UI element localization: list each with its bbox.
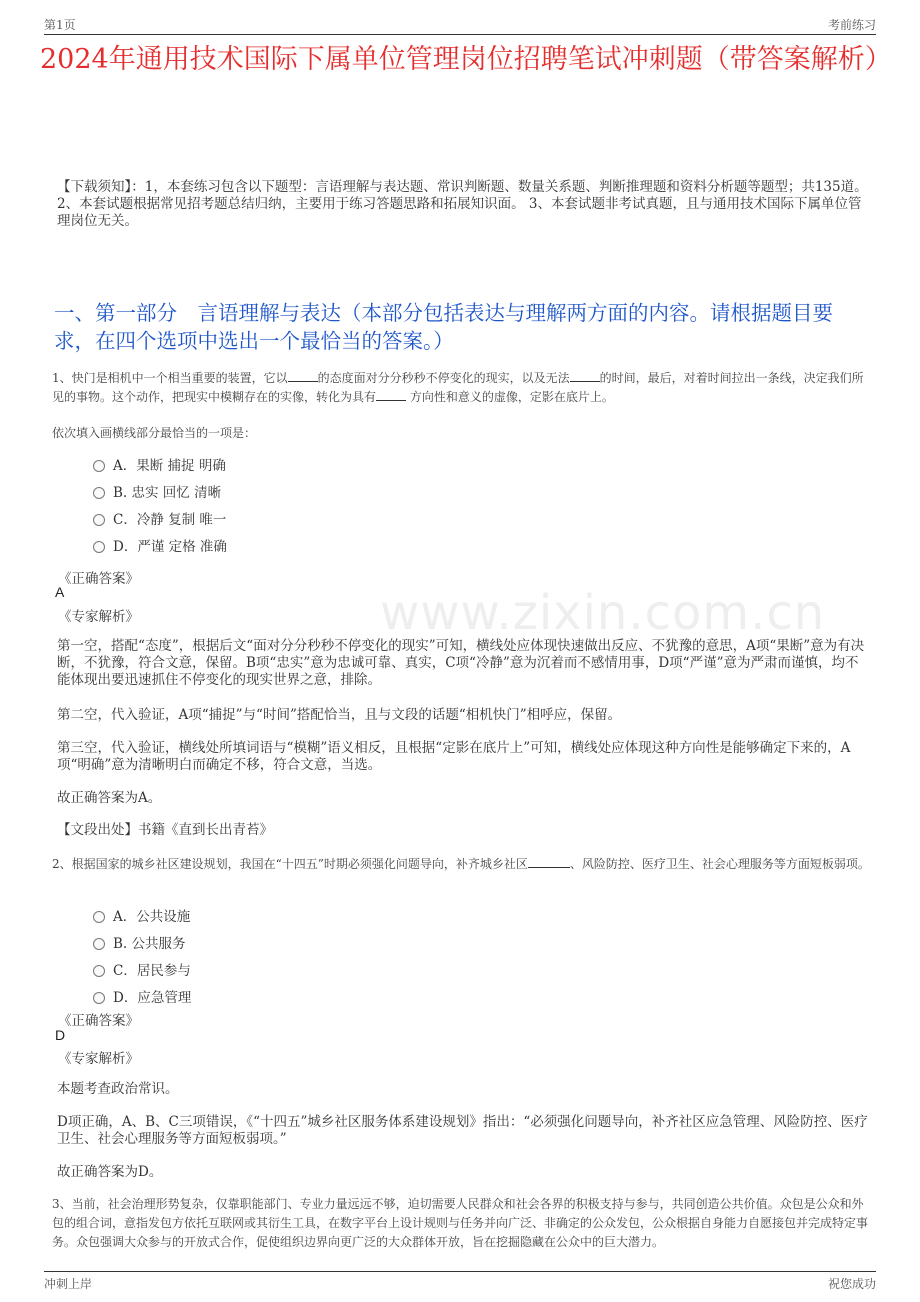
radio-icon[interactable] <box>93 460 105 472</box>
q2-analysis-2: D项正确，A、B、C三项错误，《“十四五”城乡社区服务体系建设规划》指出：“必须强化问题导向，补齐社区应急管理、风险防控、医疗卫生、社会心理服务等方面短板弱项。” <box>57 1114 868 1147</box>
q1-analysis-3: 第三空，代入验证，横线处所填词语与“模糊”语义相反，且根据“定影在底片上”可知，横线处应体现这种方向性是能够确定下来的，A项“明确”意为清晰明白而确定不移，符合文意，当选。 <box>57 740 851 773</box>
q2-text-2: 、风险防控、医疗卫生、社会心理服务等方面短板弱项。 <box>569 857 870 871</box>
option-label: C．居民参与 <box>113 963 191 979</box>
q2-analysis-label: 《专家解析》 <box>58 1051 139 1067</box>
footer-right: 祝您成功 <box>827 1277 876 1291</box>
q1-analysis-label: 《专家解析》 <box>58 609 139 625</box>
q2-answer-label: 《正确答案》 <box>58 1013 139 1029</box>
radio-icon[interactable] <box>93 487 105 499</box>
question-1-stem <box>52 369 872 407</box>
radio-icon[interactable] <box>93 911 105 923</box>
q2-option-d[interactable] <box>93 989 191 1007</box>
blank-4 <box>528 867 570 868</box>
option-label: C．冷静 复制 唯一 <box>113 512 227 528</box>
footer-left: 冲刺上岸 <box>44 1277 93 1291</box>
header-tag: 考前练习 <box>827 18 876 32</box>
q1-source: 【文段出处】书籍《直到长出青苔》 <box>57 822 273 838</box>
option-label: A．果断 捕捉 明确 <box>113 458 226 474</box>
question-2-stem <box>52 855 872 874</box>
q1-text-2: 的态度面对分分秒秒不停变化的现实，以及无法 <box>317 371 570 385</box>
q1-answer-label: 《正确答案》 <box>58 571 139 587</box>
q2-analysis-3: 故正确答案为D。 <box>57 1164 163 1180</box>
q1-text-1: 1、快门是相机中一个相当重要的装置，它以 <box>52 371 288 385</box>
option-label: B. 忠实 回忆 清晰 <box>113 485 222 501</box>
download-notice: 【下载须知】：1，本套练习包含以下题型：言语理解与表达题、常识判断题、数量关系题、判断推理题和资料分析题等题型；共135道。 2、本套试题根据常见招考题总结归纳，主要用于练习答题思路和拓展知识面。 3、本套试题非考试真题，且与通用技术国际下属单位管理岗位无关。 <box>57 179 868 229</box>
q1-analysis-2: 第二空，代入验证，A项“捕捉”与“时间”搭配恰当，且与文段的话题“相机快门”相呼应，保留。 <box>57 707 622 723</box>
section-heading: 一、第一部分 言语理解与表达（本部分包括表达与理解两方面的内容。请根据题目要求，在四个选项中选出一个最恰当的答案。） <box>54 301 833 353</box>
radio-icon[interactable] <box>93 541 105 553</box>
watermark: www.zixin.com.cn <box>380 585 826 641</box>
q1-option-d[interactable] <box>93 538 227 556</box>
q1-answer: A <box>55 584 65 600</box>
option-label: B. 公共服务 <box>113 936 186 952</box>
q2-option-a[interactable] <box>93 908 190 926</box>
blank-3 <box>376 400 406 401</box>
document-title: 2024年通用技术国际下属单位管理岗位招聘笔试冲刺题（带答案解析） <box>40 44 892 75</box>
page-header <box>44 14 876 35</box>
page-footer <box>44 1271 876 1294</box>
q2-text-1: 2、根据国家的城乡社区建设规划，我国在“十四五”时期必须强化问题导向，补齐城乡社区 <box>52 857 528 871</box>
q2-answer: D <box>55 1027 66 1043</box>
q1-text-3: 的时间，最后，对着时间拉出一条线，决定我们所见的事物。这个动作，把现实中模糊存在的实像，转化为具有 <box>52 371 864 404</box>
q1-analysis-1: 第一空，搭配“态度”，根据后文“面对分分秒秒不停变化的现实”可知，横线处应体现快速做出反应、不犹豫的意思，A项“果断”意为有决断，不犹豫，符合文意，保留。B项“忠实”意为忠诚可靠、真实，C项“冷静”意为沉着而不感情用事，D项“严谨”意为严肃而谨慎，均不能体现出要迅速抓住不停变化的现实世界之意，排除。 <box>57 638 865 688</box>
radio-icon[interactable] <box>93 514 105 526</box>
blank-1 <box>288 381 318 382</box>
q1-option-b[interactable] <box>93 484 221 502</box>
blank-2 <box>570 381 600 382</box>
q1-text-4: 方向性和意义的虚像，定影在底片上。 <box>406 390 614 404</box>
radio-icon[interactable] <box>93 938 105 950</box>
option-label: D．应急管理 <box>113 990 192 1006</box>
q1-option-c[interactable] <box>93 511 226 529</box>
q2-analysis-1: 本题考查政治常识。 <box>57 1081 179 1097</box>
q2-option-b[interactable] <box>93 935 186 953</box>
q2-option-c[interactable] <box>93 962 191 980</box>
option-label: A．公共设施 <box>113 909 191 925</box>
q1-option-a[interactable] <box>93 457 226 475</box>
question-1-prompt: 依次填入画横线部分最恰当的一项是： <box>52 426 257 440</box>
question-3-stem: 3、当前，社会治理形势复杂，仅靠职能部门、专业力量远远不够，迫切需要人民群众和社会各界的积极支持与参与，共同创造公共价值。众包是公众和外包的组合词，意指发包方依托互联网或其衍生工具，在数字平台上设计规则与任务并向广泛、非确定的公众发包，公众根据自身能力自愿接包并完成特定事务。众包强调大众参与的开放式合作，促使组织边界向更广泛的大众群体开放，旨在挖掘隐藏在公众中的巨大潜力。 <box>52 1197 869 1249</box>
radio-icon[interactable] <box>93 965 105 977</box>
page-number: 第1页 <box>44 18 76 32</box>
q1-analysis-4: 故正确答案为A。 <box>57 790 162 806</box>
option-label: D．严谨 定格 准确 <box>113 539 227 555</box>
radio-icon[interactable] <box>93 992 105 1004</box>
